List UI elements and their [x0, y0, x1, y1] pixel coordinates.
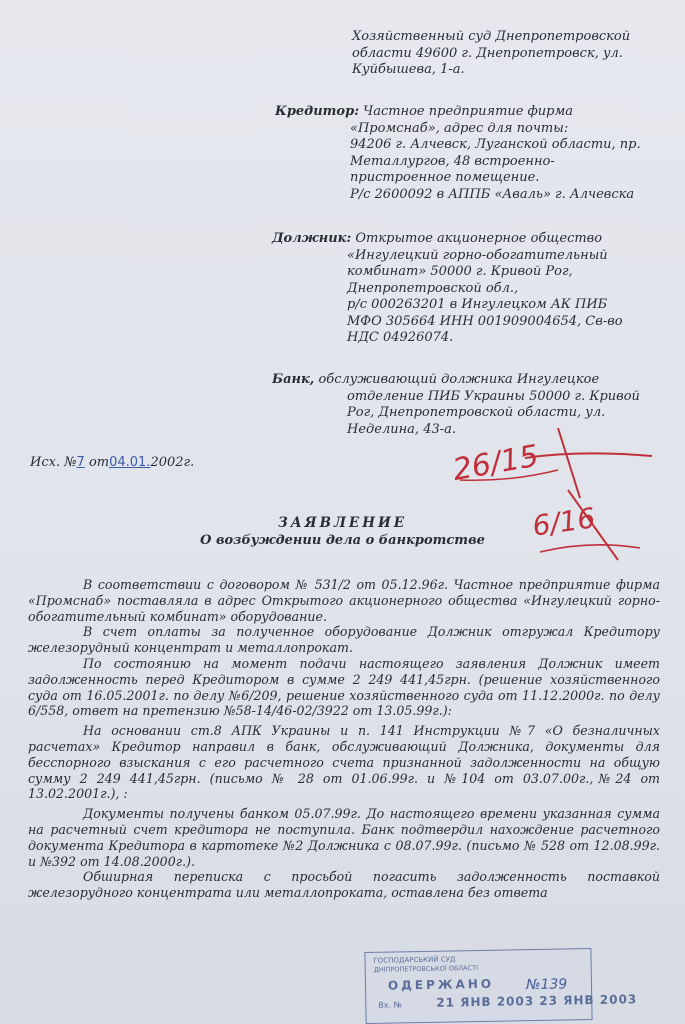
creditor-block — [275, 104, 641, 203]
creditor-line: Р/с 2600092 в АППБ «Аваль» г. Алчевска — [350, 186, 635, 202]
creditor-line: пристроенное помещение. — [350, 170, 540, 185]
stamp-received: ОДЕРЖАНО — [387, 976, 495, 993]
red-pen-stroke — [460, 470, 558, 480]
body-paragraph: В соответствии с договором № 531/2 от 05.12.96г. Частное предприятие фирма «Промснаб» поставляла в адрес Открытого акционерного общества «Ингулецкий горно-обогатительный комбинат» оборудование. — [28, 577, 660, 624]
bank-line: Рог, Днепропетровской области, ул. — [347, 405, 606, 420]
handwritten-note-2: 6/16 — [530, 501, 598, 543]
bank-line: обслуживающий должника Ингулецкое — [318, 372, 600, 387]
stamp-region: ДНІПРОПЕТРОВСЬКОЇ ОБЛАСТІ — [373, 964, 479, 974]
body-paragraph: Документы получены банком 05.07.99г. До настоящего времени указанная сумма на расчетный счет кредитора не поступила. Банк подтвердил нахождение расчетного документа Кредитора в картотеке №2 Должника с 08.07.99г. (письмо № 528 от 12.08.99г. и №392 от 14.08.2000г.). — [28, 806, 660, 869]
court-address — [352, 29, 630, 79]
creditor-line: «Промснаб», адрес для почты: — [350, 120, 569, 136]
creditor-line: Частное предприятие фирма — [363, 104, 573, 119]
debtor-line: МФО 305664 ИНН 001909004654, Св-во — [347, 313, 623, 329]
court-received-stamp — [364, 948, 638, 1024]
creditor-label: Кредитор: — [275, 104, 359, 119]
body-paragraph: В счет оплаты за полученное оборудование Должник отгружал Кредитору железорудный концентрат и металлопрокат. — [28, 624, 660, 656]
court-line: Хозяйственный суд Днепропетровской — [352, 29, 631, 44]
bank-block — [272, 372, 640, 438]
stamp-court-name: ГОСПОДАРСЬКИЙ СУД — [373, 955, 456, 965]
outgoing-date: 04.01. — [109, 455, 151, 470]
stamp-date: 21 ЯНВ 2003 23 ЯНВ 2003 — [436, 992, 638, 1010]
outgoing-number-value: 7 — [76, 455, 85, 470]
bleed-through-text — [200, 80, 204, 93]
bank-line: Неделина, 43-а. — [347, 421, 457, 437]
body-paragraph: На основании ст.8 АПК Украины и п. 141 Инструкции №7 «О безналичных расчетах» Кредитор направил в банк, обслуживающий Должника, документы для бесспорного взыскания с его расчетного счета признанной задолженности на общую сумму 2 249 441,45грн. (письмо № 28 от 01.06.99г. и №104 от 03.07.00г.,№24 от 13.02.2001г.), : — [28, 723, 660, 802]
document-title: ЗАЯВЛЕНИЕ — [277, 515, 408, 531]
debtor-line: Днепропетровской обл., — [347, 280, 519, 296]
debtor-block — [272, 231, 623, 347]
outgoing-prefix: Исх. № — [30, 455, 77, 470]
creditor-line: 94206 г. Алчевск, Луганской области, пр. — [350, 137, 641, 152]
body-paragraph: По состоянию на момент подачи настоящего заявления Должник имеет задолженность перед Кредитором в сумме 2 249 441,45грн. (решение хозяйственного суда от 16.05.2001г. по делу №6/209, решение хозяйственного суда от 11.12.2000г. по делу 6/558, ответ на претензию №58-14/46-02/3922 от 13.05.99г.): — [28, 655, 660, 719]
debtor-label: Должник: — [272, 231, 352, 246]
handwritten-note-1: 26/15 — [450, 438, 542, 489]
debtor-line: «Ингулецкий горно-обогатительный — [347, 247, 608, 263]
debtor-line: р/с 000263201 в Ингулецком АК ПИБ — [347, 297, 608, 312]
bank-line: отделение ПИБ Украины 50000 г. Кривой — [347, 388, 640, 404]
document-body — [28, 577, 660, 901]
outgoing-number — [30, 455, 194, 472]
outgoing-year: 2002г. — [150, 455, 195, 470]
red-pen-stroke — [525, 453, 652, 458]
outgoing-from: от — [88, 455, 110, 470]
stamp-number: №139 — [525, 976, 568, 994]
debtor-line: НДС 04926074. — [347, 330, 454, 345]
document-subtitle: О возбуждении дела о банкротстве — [200, 533, 485, 548]
court-line: области 49600 г. Днепропетровск, ул. — [352, 45, 623, 61]
red-pen-stroke — [558, 428, 580, 498]
debtor-line: Открытое акционерное общество — [355, 231, 603, 246]
bank-label: Банк, — [272, 372, 315, 387]
body-paragraph: Обширная переписка с просьбой погасить задолженность поставкой железорудного концентрата или металлопроката, оставлена без ответа — [28, 869, 660, 901]
creditor-line: Металлургов, 48 встроенно- — [350, 153, 555, 169]
debtor-line: комбинат» 50000 г. Кривой Рог, — [347, 264, 573, 279]
court-line: Куйбышева, 1-а. — [352, 62, 465, 77]
stamp-in-label: Вх. № — [378, 1000, 403, 1010]
